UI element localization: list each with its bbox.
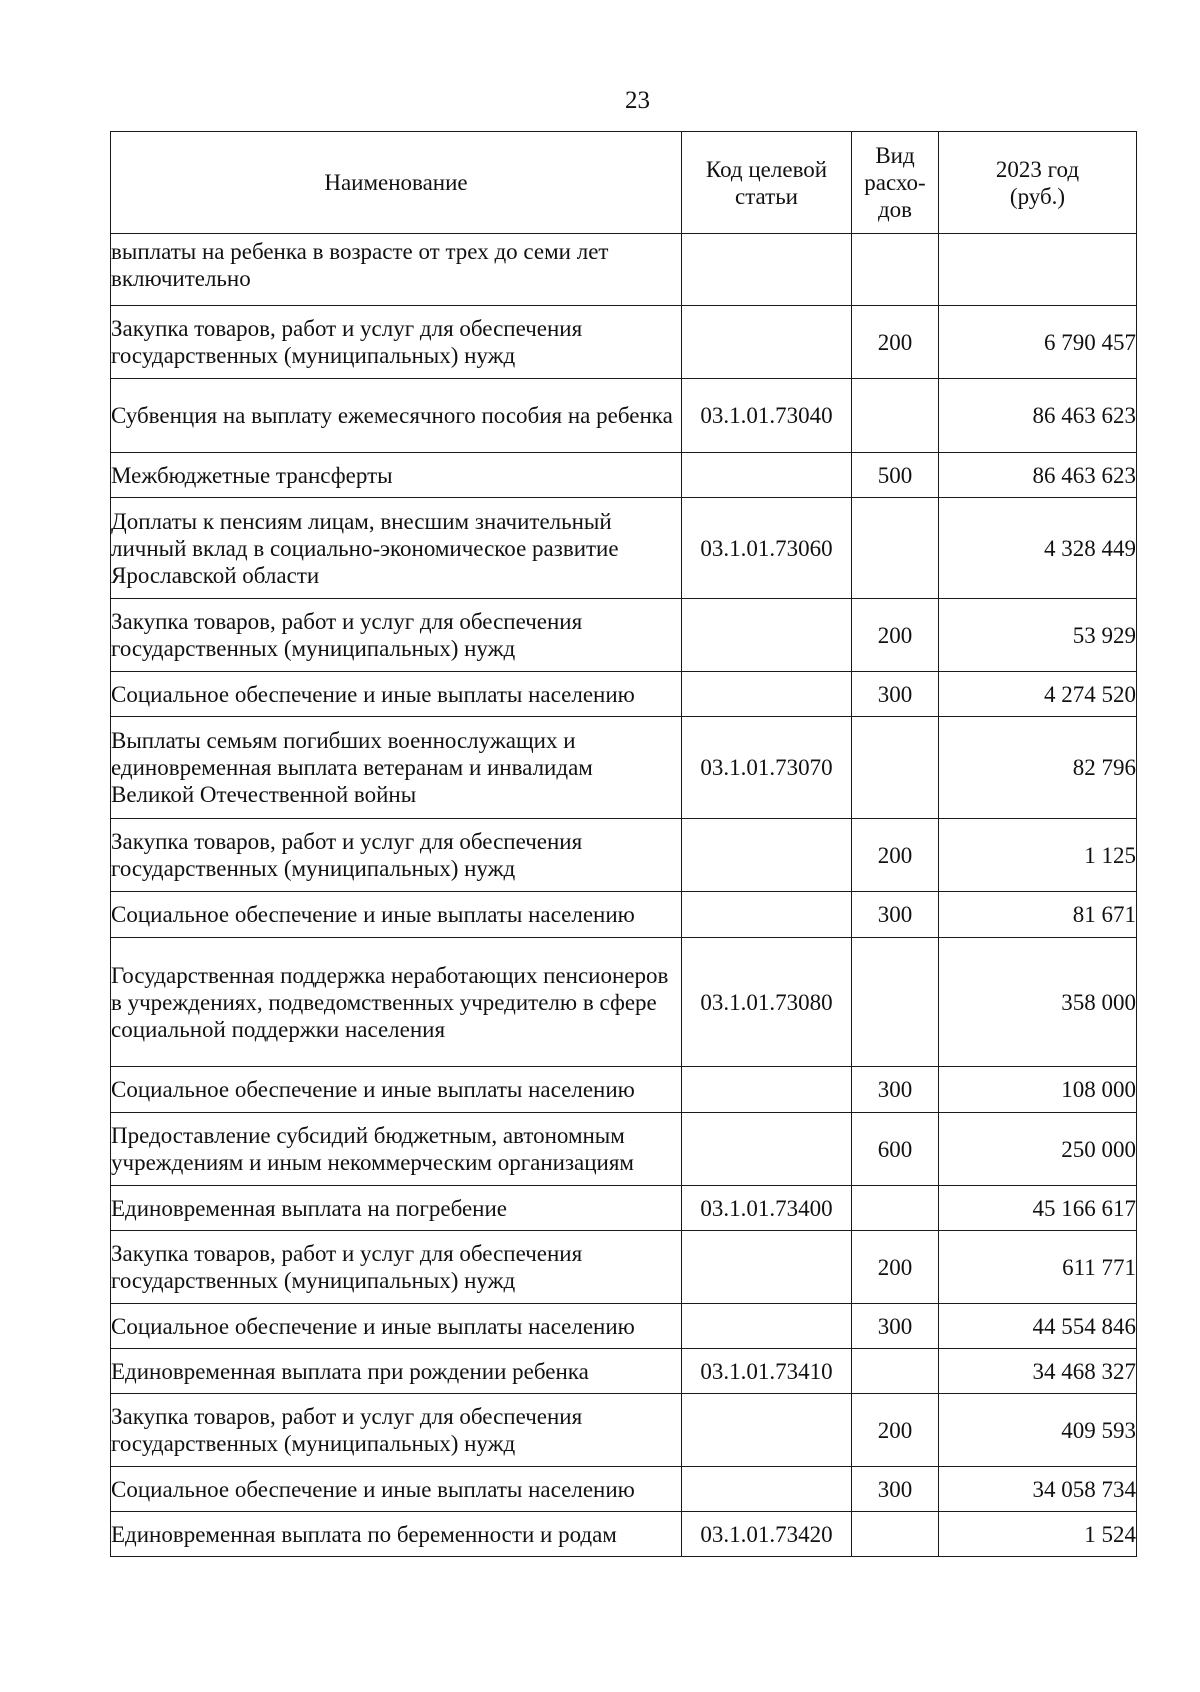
header-kind-line: расхо- <box>864 170 926 195</box>
row-amount: 86 463 623 <box>939 379 1137 453</box>
row-kind: 300 <box>852 1467 939 1512</box>
table-row <box>111 306 1137 379</box>
row-code <box>682 1394 852 1467</box>
row-code <box>682 1467 852 1512</box>
table-row <box>111 1304 1137 1349</box>
row-kind: 500 <box>852 453 939 498</box>
row-amount: 44 554 846 <box>939 1304 1137 1349</box>
row-name: Социальное обеспечение и иные выплаты населению <box>111 1467 682 1512</box>
row-amount: 53 929 <box>939 599 1137 672</box>
row-code: 03.1.01.73420 <box>682 1512 852 1557</box>
row-kind: 200 <box>852 599 939 672</box>
table-row <box>111 1394 1137 1467</box>
row-name: Закупка товаров, работ и услуг для обеспечения государственных (муниципальных) нужд <box>111 306 682 379</box>
row-code <box>682 819 852 892</box>
row-name: Государственная поддержка неработающих пенсионеров в учреждениях, подведомственных учредителю в сфере социальной поддержки населения <box>111 938 682 1067</box>
row-name: Единовременная выплата при рождении ребенка <box>111 1349 682 1394</box>
row-amount: 45 166 617 <box>939 1186 1137 1231</box>
row-code: 03.1.01.73410 <box>682 1349 852 1394</box>
table-row <box>111 379 1137 453</box>
header-amount <box>939 132 1137 234</box>
header-code-line: Код целевой <box>705 156 828 182</box>
table-row <box>111 672 1137 717</box>
row-code: 03.1.01.73080 <box>682 938 852 1067</box>
budget-table <box>110 131 1137 1557</box>
row-kind: 300 <box>852 1304 939 1349</box>
header-kind <box>852 132 939 234</box>
row-kind: 300 <box>852 672 939 717</box>
row-amount: 1 125 <box>939 819 1137 892</box>
row-amount: 108 000 <box>939 1067 1137 1113</box>
row-amount: 34 058 734 <box>939 1467 1137 1512</box>
row-code <box>682 1304 852 1349</box>
row-amount: 4 328 449 <box>939 498 1137 599</box>
page-number: 23 <box>625 87 650 114</box>
row-kind <box>852 1349 939 1394</box>
table-row <box>111 234 1137 306</box>
row-kind <box>852 938 939 1067</box>
table-row <box>111 1113 1137 1186</box>
row-amount: 1 524 <box>939 1512 1137 1557</box>
table-row <box>111 717 1137 819</box>
row-kind: 200 <box>852 819 939 892</box>
row-amount: 34 468 327 <box>939 1349 1137 1394</box>
table-row <box>111 1231 1137 1304</box>
row-amount: 4 274 520 <box>939 672 1137 717</box>
row-code <box>682 672 852 717</box>
row-name: Доплаты к пенсиям лицам, внесшим значительный личный вклад в социально-экономическое развитие Ярославской области <box>111 498 682 599</box>
row-kind: 600 <box>852 1113 939 1186</box>
row-name: Закупка товаров, работ и услуг для обеспечения государственных (муниципальных) нужд <box>111 1231 682 1304</box>
row-kind <box>852 1186 939 1231</box>
table-row <box>111 599 1137 672</box>
row-name: Предоставление субсидий бюджетным, автономным учреждениям и иным некоммерческим организациям <box>111 1113 682 1186</box>
table-row <box>111 819 1137 892</box>
row-code <box>682 453 852 498</box>
row-kind: 200 <box>852 1394 939 1467</box>
table-row <box>111 1349 1137 1394</box>
row-name: Закупка товаров, работ и услуг для обеспечения государственных (муниципальных) нужд <box>111 1394 682 1467</box>
row-amount: 82 796 <box>939 717 1137 819</box>
row-code <box>682 234 852 306</box>
row-code <box>682 306 852 379</box>
table-row <box>111 498 1137 599</box>
row-code <box>682 599 852 672</box>
row-code: 03.1.01.73060 <box>682 498 852 599</box>
table-row <box>111 892 1137 938</box>
header-amount-line: 2023 год <box>995 156 1080 182</box>
row-kind <box>852 717 939 819</box>
row-code <box>682 1113 852 1186</box>
table-row <box>111 1512 1137 1557</box>
row-kind: 300 <box>852 892 939 938</box>
table-header-row <box>111 132 1137 234</box>
row-kind: 300 <box>852 1067 939 1113</box>
row-name: Закупка товаров, работ и услуг для обеспечения государственных (муниципальных) нужд <box>111 599 682 672</box>
row-kind <box>852 234 939 306</box>
row-name: Социальное обеспечение и иные выплаты населению <box>111 1067 682 1113</box>
row-kind: 200 <box>852 1231 939 1304</box>
header-kind-line: дов <box>877 197 913 222</box>
table-row <box>111 1467 1137 1512</box>
header-code <box>682 132 852 234</box>
row-name: Социальное обеспечение и иные выплаты населению <box>111 892 682 938</box>
row-code: 03.1.01.73070 <box>682 717 852 819</box>
header-name-label: Наименование <box>324 170 468 195</box>
row-name: Социальное обеспечение и иные выплаты населению <box>111 1304 682 1349</box>
row-amount: 81 671 <box>939 892 1137 938</box>
row-amount: 409 593 <box>939 1394 1137 1467</box>
row-amount: 86 463 623 <box>939 453 1137 498</box>
row-name: выплаты на ребенка в возрасте от трех до семи лет включительно <box>111 234 682 306</box>
row-amount: 358 000 <box>939 938 1137 1067</box>
row-name: Межбюджетные трансферты <box>111 453 682 498</box>
row-name: Субвенция на выплату ежемесячного пособия на ребенка <box>111 379 682 453</box>
row-name: Выплаты семьям погибших военнослужащих и единовременная выплата ветеранам и инвалидам Великой Отечественной войны <box>111 717 682 819</box>
row-code: 03.1.01.73040 <box>682 379 852 453</box>
row-name: Единовременная выплата по беременности и родам <box>111 1512 682 1557</box>
row-code <box>682 892 852 938</box>
row-amount: 6 790 457 <box>939 306 1137 379</box>
row-code: 03.1.01.73400 <box>682 1186 852 1231</box>
row-amount <box>939 234 1137 306</box>
header-amount-line: (руб.) <box>1009 183 1066 209</box>
header-kind-line: Вид <box>875 143 915 168</box>
row-code <box>682 1231 852 1304</box>
row-name: Закупка товаров, работ и услуг для обеспечения государственных (муниципальных) нужд <box>111 819 682 892</box>
table-row <box>111 1186 1137 1231</box>
header-code-line: статьи <box>734 183 798 209</box>
table-row <box>111 938 1137 1067</box>
header-name <box>111 132 682 234</box>
row-amount: 250 000 <box>939 1113 1137 1186</box>
row-kind <box>852 498 939 599</box>
row-kind <box>852 379 939 453</box>
row-kind: 200 <box>852 306 939 379</box>
table-row <box>111 1067 1137 1113</box>
row-name: Единовременная выплата на погребение <box>111 1186 682 1231</box>
row-amount: 611 771 <box>939 1231 1137 1304</box>
row-code <box>682 1067 852 1113</box>
table-row <box>111 453 1137 498</box>
row-name: Социальное обеспечение и иные выплаты населению <box>111 672 682 717</box>
row-kind <box>852 1512 939 1557</box>
